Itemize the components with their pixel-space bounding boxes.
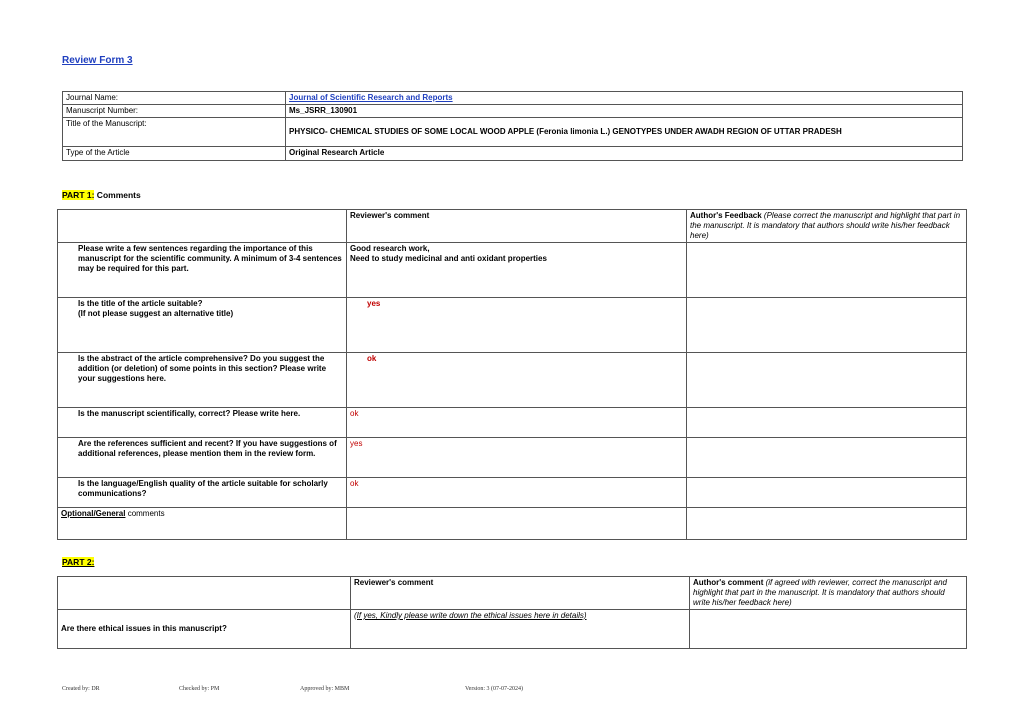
question-text: Are the references sufficient and recent? If you have suggestions of additional references, please mention them in the review form. (78, 439, 337, 458)
optional-author-cell[interactable] (687, 508, 967, 540)
table-row-question (58, 243, 347, 298)
author-feedback-cell[interactable] (687, 478, 967, 508)
journal-label: Journal Name: (63, 92, 286, 105)
part2-author-note: (if agreed with reviewer, correct the manuscript and highlight that part in the manuscript. It is mandatory that authors should write his/her feedback here) (693, 578, 947, 607)
reviewer-comment-cell[interactable] (347, 298, 687, 353)
table-row-question (58, 298, 347, 353)
optional-comments-label (58, 508, 347, 540)
table-row-question (58, 478, 347, 508)
part1-label-rest: Comments (94, 190, 141, 200)
optional-reviewer-cell[interactable] (347, 508, 687, 540)
table-row-question (58, 353, 347, 408)
question-text: (If not please suggest an alternative title) (78, 309, 234, 318)
footer-approved: Approved by: MBM (300, 686, 350, 692)
optional-general-text: Optional/General (61, 509, 126, 518)
table-row-question (58, 438, 347, 478)
manuscript-number-value: Ms_JSRR_130901 (286, 105, 963, 118)
manuscript-number-label: Manuscript Number: (63, 105, 286, 118)
form-title[interactable]: Review Form 3 (62, 55, 133, 66)
answer-line: Good research work, (350, 244, 430, 253)
answer-line: Need to study medicinal and anti oxidant properties (350, 254, 547, 263)
optional-comments-rest: comments (125, 509, 165, 518)
header-reviewer-comment: Reviewer's comment (347, 210, 687, 243)
manuscript-info-table (62, 91, 963, 161)
author-feedback-label: Author's Feedback (690, 211, 762, 220)
part2-heading (62, 557, 94, 567)
question-text: Please write a few sentences regarding the importance of this manuscript for the scientific community. A minimum of 3-4 sentences may be required for this part. (78, 244, 342, 273)
answer-text: ok (367, 354, 377, 363)
journal-link[interactable]: Journal of Scientific Research and Reports (289, 93, 453, 102)
ethics-hint: (If yes, Kindly please write down the ethical issues here in details) (354, 611, 587, 620)
question-text: Is the title of the article suitable? (78, 299, 203, 308)
reviewer-comment-cell[interactable] (347, 478, 687, 508)
reviewer-comment-cell[interactable] (347, 353, 687, 408)
author-feedback-cell[interactable] (687, 298, 967, 353)
article-type-value: Original Research Article (286, 147, 963, 161)
article-type-label: Type of the Article (63, 147, 286, 161)
reviewer-comment-cell[interactable] (347, 438, 687, 478)
table-row-question (58, 408, 347, 438)
part1-heading (62, 190, 141, 200)
header-blank (58, 210, 347, 243)
ethics-author-cell[interactable] (690, 610, 967, 649)
question-text: Is the language/English quality of the article suitable for scholarly communications? (78, 479, 328, 498)
answer-text: yes (367, 299, 381, 308)
footer-version: Version: 3 (07-07-2024) (465, 686, 523, 692)
answer-text: ok (350, 409, 359, 418)
footer-created: Created by: DR (62, 686, 100, 692)
manuscript-title-label: Title of the Manuscript: (63, 118, 286, 147)
comments-table (57, 209, 967, 540)
ethics-table (57, 576, 967, 649)
author-feedback-cell[interactable] (687, 438, 967, 478)
header-author-feedback (687, 210, 967, 243)
question-text: Is the manuscript scientifically, correct? Please write here. (78, 409, 301, 418)
answer-text: ok (350, 479, 359, 488)
author-feedback-cell[interactable] (687, 408, 967, 438)
author-feedback-cell[interactable] (687, 243, 967, 298)
part2-header-author (690, 577, 967, 610)
part2-label: PART 2: (62, 557, 95, 567)
journal-value-cell (286, 92, 963, 105)
ethics-reviewer-cell[interactable] (351, 610, 690, 649)
part1-label: PART 1: (62, 190, 95, 200)
ethics-question: Are there ethical issues in this manuscript? (58, 610, 351, 649)
manuscript-title-value: PHYSICO- CHEMICAL STUDIES OF SOME LOCAL WOOD APPLE (Feronia limonia L.) GENOTYPES UNDER AWADH REGION OF UTTAR PRADESH (286, 118, 963, 147)
author-feedback-note: (Please correct the manuscript and highlight that part in the manuscript. It is mandatory that authors should write his/her feedback here) (690, 211, 961, 240)
part2-header-reviewer: Reviewer's comment (351, 577, 690, 610)
footer-checked: Checked by: PM (179, 686, 220, 692)
author-feedback-cell[interactable] (687, 353, 967, 408)
reviewer-comment-cell[interactable] (347, 408, 687, 438)
question-text: Is the abstract of the article comprehensive? Do you suggest the addition (or deletion) of some points in this section? Please write your suggestions here. (78, 354, 327, 383)
part2-header-blank (58, 577, 351, 610)
reviewer-comment-cell[interactable] (347, 243, 687, 298)
part2-author-label: Author's comment (693, 578, 764, 587)
answer-text: yes (350, 439, 363, 448)
